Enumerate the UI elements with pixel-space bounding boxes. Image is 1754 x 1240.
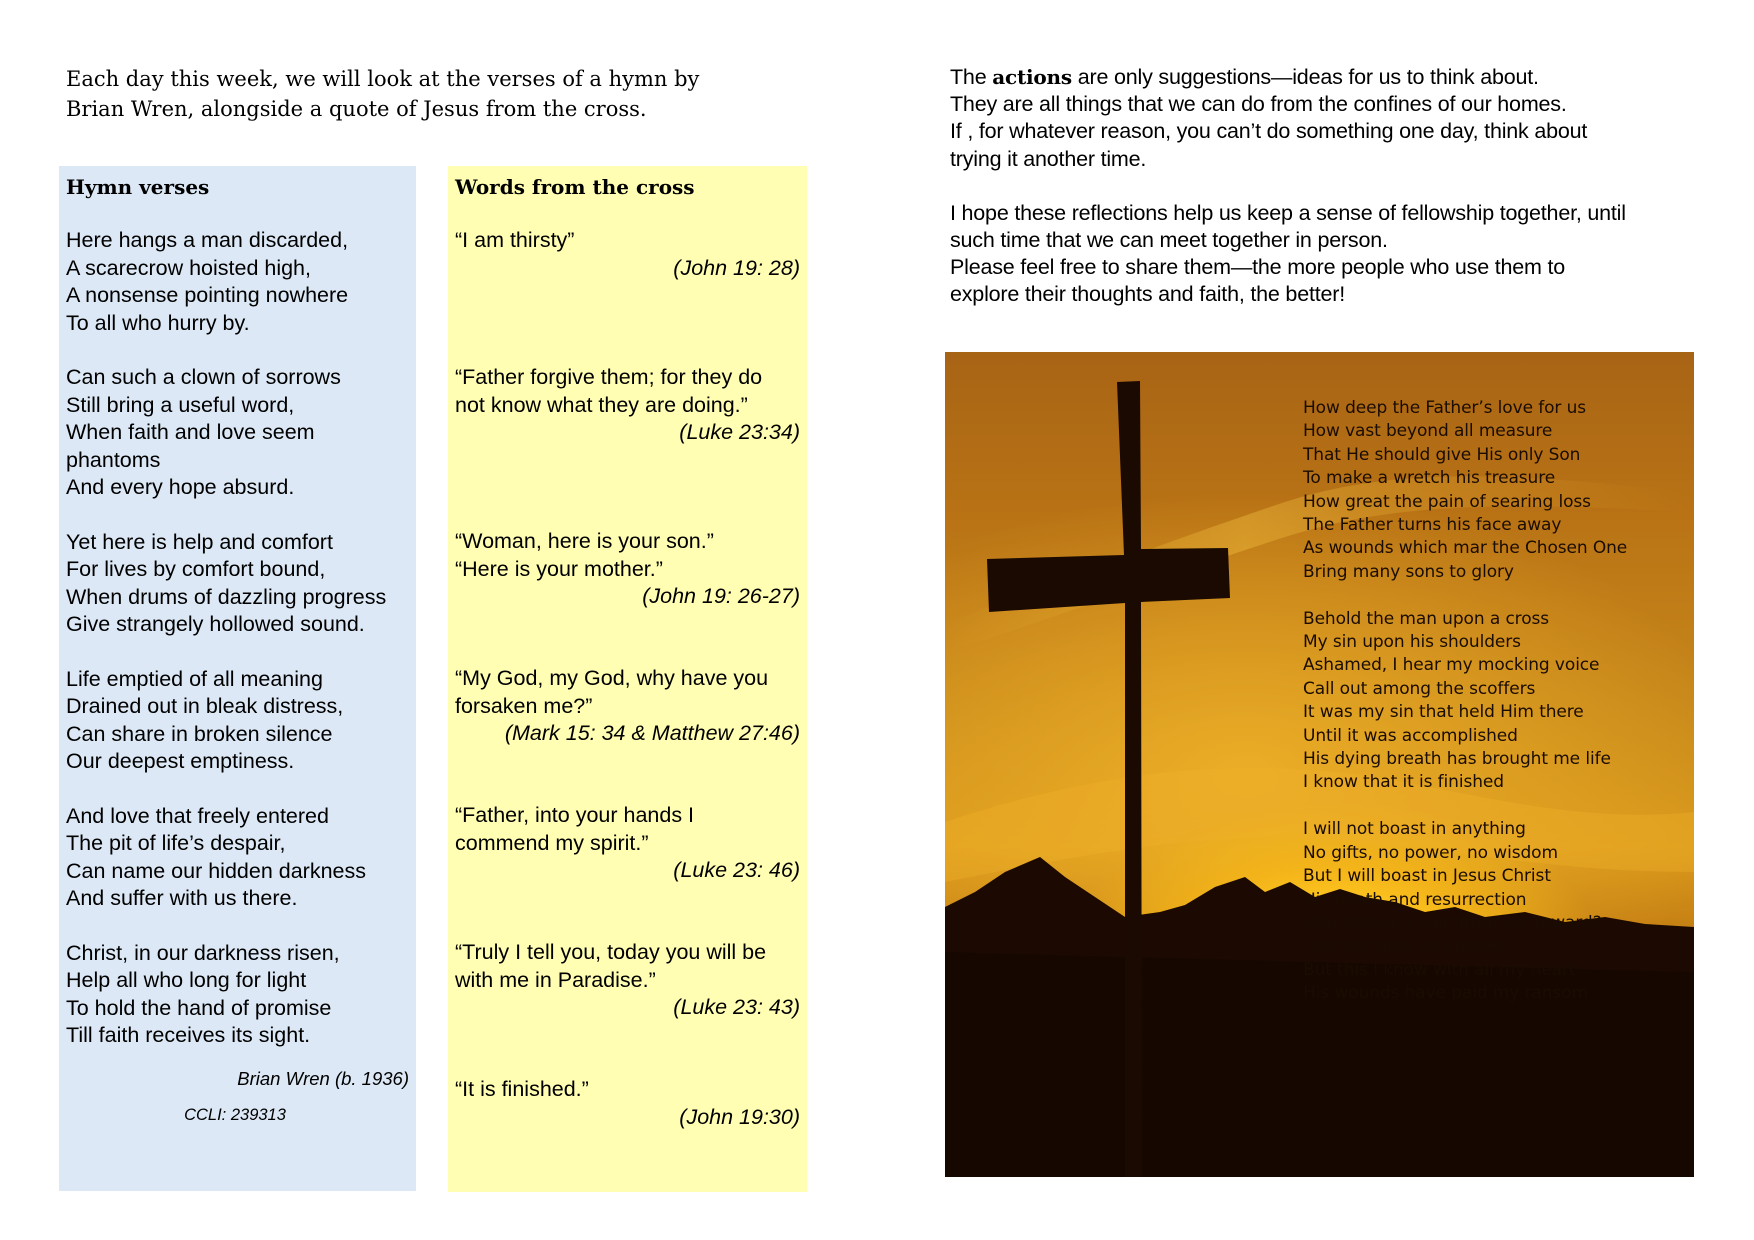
lyric-line: His wounds have paid my ransom: [1303, 983, 1588, 1004]
quote-text: “Father, into your hands I: [455, 803, 695, 827]
lyrics-verse-1: [1303, 397, 1683, 584]
words-from-cross-panel: [448, 166, 807, 1192]
verse-line: Life emptied of all meaning: [66, 666, 323, 691]
scripture-reference: (Luke 23:34): [679, 420, 800, 444]
quote-text: “Father forgive them; for they do: [455, 365, 763, 389]
lyric-line: Until it was accomplished: [1303, 725, 1518, 746]
cross-quote-6: [455, 939, 800, 1022]
verse-line: Can such a clown of sorrows: [66, 365, 341, 389]
verse-line: Till faith receives its sight.: [66, 1023, 311, 1047]
scripture-reference: (Luke 23: 43): [673, 995, 800, 1019]
lyric-line: To make a wretch his treasure: [1303, 468, 1556, 489]
text-line: trying it another time.: [950, 146, 1147, 171]
lyric-line: That He should give His only Son: [1303, 444, 1581, 465]
lyric-line: I cannot give an answer: [1303, 936, 1505, 957]
text-line: explore their thoughts and faith, the better!: [950, 282, 1345, 307]
text-line: Please feel free to share them—the more people who use them to: [950, 255, 1566, 280]
hymn-stanza-1: [66, 227, 409, 337]
verse-line: Can share in broken silence: [66, 721, 333, 746]
hymn-stanza-4: [66, 666, 409, 776]
lyric-line: Behold the man upon a cross: [1303, 608, 1550, 629]
lyric-line: How great the pain of searing loss: [1303, 491, 1591, 512]
text-line: such time that we can meet together in person.: [950, 228, 1388, 253]
hymn-stanza-3: [66, 529, 409, 639]
intro-text: [66, 64, 766, 124]
verse-line: Drained out in bleak distress,: [66, 694, 344, 718]
quote-text: commend my spirit.”: [455, 830, 649, 855]
text-line: They are all things that we can do from the confines of our homes.: [950, 92, 1567, 117]
verse-line: Help all who long for light: [66, 968, 307, 992]
verse-line: Still bring a useful word,: [66, 392, 295, 417]
quote-text: “Truly I tell you, today you will be: [455, 940, 767, 964]
verse-line: Give strangely hollowed sound.: [66, 612, 365, 636]
hymn-stanza-2: [66, 364, 409, 502]
paragraph-gap: [950, 173, 1710, 200]
scripture-reference: (Mark 15: 34 & Matthew 27:46): [504, 721, 800, 745]
verse-line: Here hangs a man discarded,: [66, 228, 349, 252]
verse-line: For lives by comfort bound,: [66, 557, 326, 581]
lyric-line: I will not boast in anything: [1303, 819, 1526, 840]
lyric-line: But this I know with all my heart: [1303, 959, 1576, 980]
verse-line: A scarecrow hoisted high,: [66, 255, 311, 280]
scripture-reference: (John 19: 26-27): [642, 584, 800, 608]
cross-quote-5: [455, 802, 800, 885]
cross-sunset-image: [945, 352, 1694, 1177]
lyric-line: His death and resurrection: [1303, 889, 1527, 910]
hymn-verses-panel: [59, 166, 416, 1191]
quote-text: forsaken me?”: [455, 693, 593, 718]
hymn-lyrics-overlay: [1303, 397, 1683, 1029]
lyric-line: How vast beyond all measure: [1303, 421, 1553, 442]
verse-line: The pit of life’s despair,: [66, 831, 286, 855]
quote-text: “Woman, here is your son.”: [455, 529, 714, 553]
quote-text: with me in Paradise.”: [455, 967, 656, 992]
lyric-line: Ashamed, I hear my mocking voice: [1303, 655, 1600, 676]
lyrics-verse-3: [1303, 818, 1683, 1005]
actions-explanation: [950, 64, 1710, 309]
quote-text: “My God, my God, why have you: [455, 666, 769, 690]
lyric-line: But I will boast in Jesus Christ: [1303, 866, 1551, 887]
cross-quote-7: [455, 1076, 800, 1131]
actions-bold-word: actions: [992, 65, 1072, 89]
verse-line: To hold the hand of promise: [66, 995, 332, 1020]
verse-line: When faith and love seem: [66, 420, 315, 444]
lyric-line: His dying breath has brought me life: [1303, 749, 1611, 770]
text-fragment: are only suggestions—ideas for us to think about.: [1071, 65, 1539, 89]
verse-line: And love that freely entered: [66, 803, 329, 828]
lyric-line: Call out among the scoffers: [1303, 678, 1536, 699]
quote-text: “Here is your mother.”: [455, 556, 663, 581]
verse-line: Yet here is help and comfort: [66, 529, 333, 554]
hymn-verses-title: Hymn verses: [66, 175, 210, 199]
intro-line-2: Brian Wren, alongside a quote of Jesus from the cross.: [66, 97, 647, 121]
cross-quote-2: [455, 364, 800, 447]
verse-line: phantoms: [66, 447, 161, 472]
lyric-line: As wounds which mar the Chosen One: [1303, 538, 1628, 559]
actions-paragraph: [950, 64, 1710, 173]
lyric-line: The Father turns his face away: [1303, 515, 1562, 536]
text-line: If , for whatever reason, you can’t do something one day, think about: [950, 119, 1588, 144]
lyric-line: Why should I gain from His reward?: [1303, 912, 1602, 933]
scripture-reference: (John 19:30): [679, 1104, 800, 1129]
quote-text: “I am thirsty”: [455, 228, 575, 252]
scripture-reference: (Luke 23: 46): [673, 858, 800, 882]
scripture-reference: (John 19: 28): [673, 255, 800, 280]
fellowship-paragraph: [950, 200, 1710, 309]
ccli-number: CCLI: 239313: [184, 1105, 286, 1124]
quote-text: “It is finished.”: [455, 1077, 589, 1101]
lyric-line: No gifts, no power, no wisdom: [1303, 842, 1558, 863]
verse-line: Christ, in our darkness risen,: [66, 940, 340, 965]
verse-line: Our deepest emptiness.: [66, 749, 295, 773]
lyric-line: My sin upon his shoulders: [1303, 632, 1521, 653]
cross-quote-4: [455, 665, 800, 748]
hymn-stanza-5: [66, 803, 409, 913]
lyrics-verse-2: [1303, 608, 1683, 795]
hymn-attribution: Brian Wren (b. 1936): [237, 1067, 409, 1089]
verse-line: A nonsense pointing nowhere: [66, 283, 349, 307]
cross-quote-1: [455, 227, 800, 282]
text-fragment: The: [950, 65, 993, 89]
text-line: I hope these reflections help us keep a sense of fellowship together, until: [950, 200, 1626, 225]
quote-text: not know what they are doing.”: [455, 392, 748, 417]
verse-line: Can name our hidden darkness: [66, 858, 366, 883]
lyric-line: It was my sin that held Him there: [1303, 702, 1584, 723]
intro-line-1: Each day this week, we will look at the verses of a hymn by: [66, 67, 700, 91]
verse-line: To all who hurry by.: [66, 310, 250, 335]
hymn-stanza-6: [66, 940, 409, 1050]
cross-quote-3: [455, 528, 800, 611]
verse-line: And every hope absurd.: [66, 475, 295, 499]
words-from-cross-title: Words from the cross: [455, 175, 695, 199]
lyric-line: How deep the Father’s love for us: [1303, 398, 1587, 418]
lyric-line: Bring many sons to glory: [1303, 561, 1514, 582]
verse-line: And suffer with us there.: [66, 886, 298, 910]
verse-line: When drums of dazzling progress: [66, 584, 387, 609]
lyric-line: I know that it is finished: [1303, 772, 1504, 793]
